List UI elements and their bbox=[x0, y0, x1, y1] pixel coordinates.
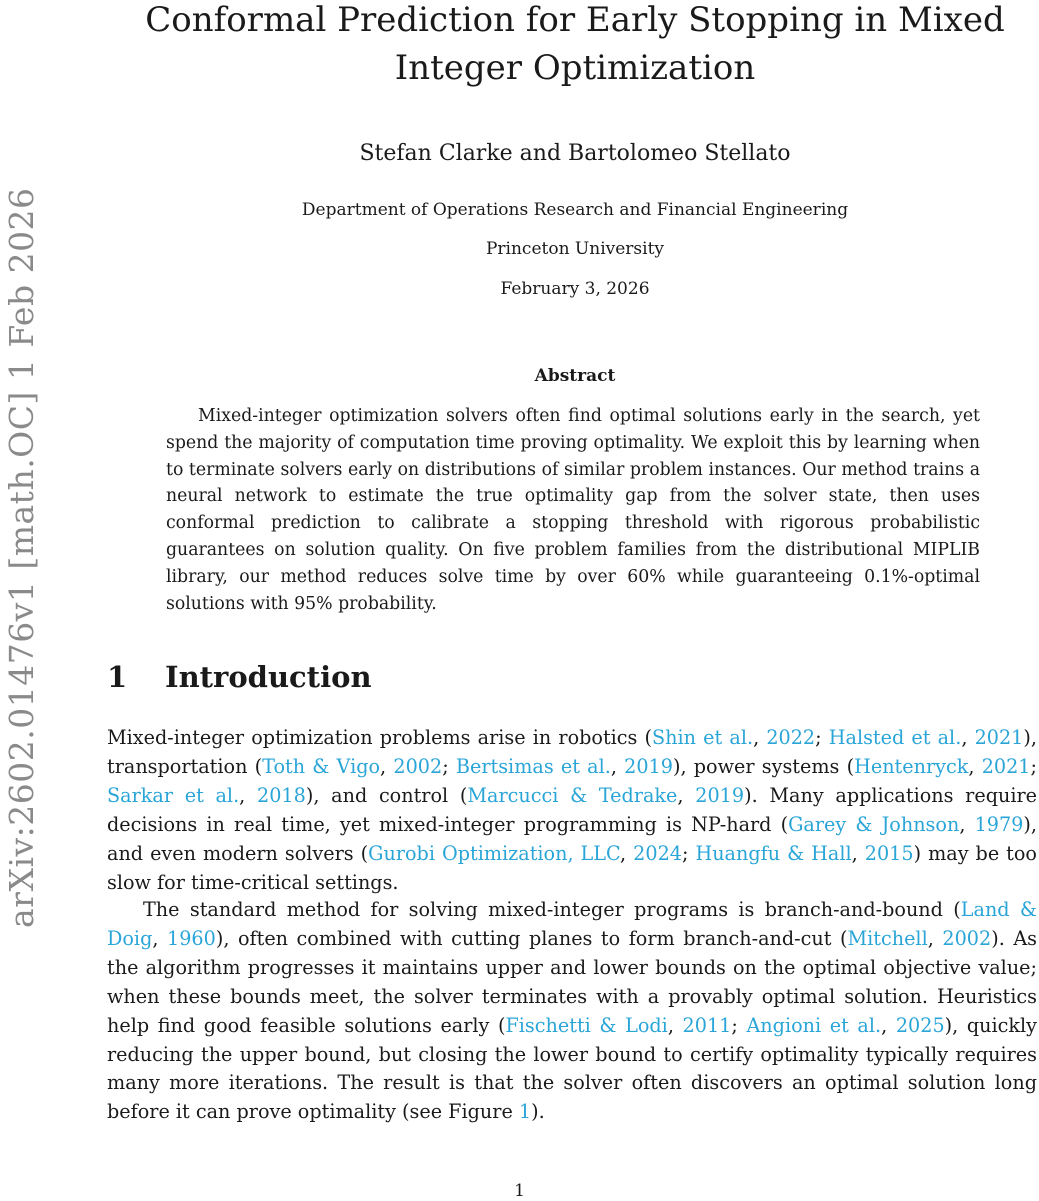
citation-link[interactable]: Sarkar et al. bbox=[107, 783, 240, 807]
body-text: ; bbox=[1030, 754, 1037, 778]
section-title: Introduction bbox=[165, 660, 372, 694]
citation-link[interactable]: Gurobi Optimization, LLC bbox=[368, 841, 621, 865]
body-text: ). Many applications require decisions in real time, yet mixed-integer programming is NP-hard ( bbox=[107, 783, 1038, 836]
citation-link[interactable]: Land & Doig bbox=[107, 898, 1037, 950]
body-text: ), transportation ( bbox=[107, 726, 1037, 778]
body-text: , bbox=[968, 754, 982, 778]
affiliation-university: Princeton University bbox=[485, 239, 665, 259]
body-text: , bbox=[753, 726, 767, 749]
citation-link[interactable]: 2021 bbox=[981, 754, 1031, 778]
body-text: , bbox=[881, 1013, 896, 1037]
body-text: , bbox=[152, 926, 167, 950]
body-text: , bbox=[667, 1013, 683, 1037]
paper-title bbox=[140, 0, 1010, 92]
page-number: 1 bbox=[514, 1181, 525, 1201]
citation-link[interactable]: Toth & Vigo bbox=[262, 754, 381, 778]
body-text: , bbox=[610, 754, 625, 778]
body-text: ). bbox=[531, 1100, 545, 1124]
body-text: ), power systems ( bbox=[672, 754, 855, 778]
citation-link[interactable]: 1979 bbox=[974, 812, 1024, 836]
title-line-1: Conformal Prediction for Early Stopping in Mixed bbox=[145, 0, 1005, 40]
citation-link[interactable]: 2018 bbox=[257, 783, 306, 807]
citation-link[interactable]: 2011 bbox=[682, 1013, 732, 1037]
citation-link[interactable]: Huangfu & Hall bbox=[695, 841, 852, 865]
body-text: , bbox=[959, 812, 975, 836]
body-text: ). As the algorithm progresses it maintains upper and lower bounds on the optimal objective value; when these bounds meet, the solver terminates with a provably optimal solution. Heuristics help find good feasible solutions early ( bbox=[107, 926, 1038, 1037]
body-text: ), often combined with cutting planes to form branch-and-cut ( bbox=[215, 926, 848, 950]
body-text: , bbox=[620, 841, 634, 865]
body-text: The standard method for solving mixed-integer programs is branch-and-bound ( bbox=[143, 898, 961, 921]
citation-link[interactable]: 2002 bbox=[942, 926, 992, 950]
citation-link[interactable]: Bertsimas et al. bbox=[455, 754, 611, 778]
intro-paragraph-1 bbox=[107, 724, 1037, 897]
body-text: , bbox=[380, 754, 394, 778]
section-heading bbox=[107, 660, 372, 694]
citation-link[interactable]: Fischetti & Lodi bbox=[505, 1013, 668, 1037]
affiliation-department: Department of Operations Research and Financial Engineering bbox=[301, 200, 849, 220]
citation-link[interactable]: Marcucci & Tedrake bbox=[467, 783, 678, 807]
citation-link[interactable]: Halsted et al. bbox=[828, 726, 962, 749]
citation-link[interactable]: 1960 bbox=[167, 926, 216, 950]
paper-date: February 3, 2026 bbox=[500, 279, 650, 299]
arxiv-side-label: arXiv:2602.01476v1 [math.OC] 1 Feb 2026 bbox=[2, 187, 41, 928]
section-number: 1 bbox=[107, 660, 128, 694]
title-line-2: Integer Optimization bbox=[394, 48, 756, 88]
intro-paragraph-2 bbox=[107, 896, 1037, 1127]
abstract-heading: Abstract bbox=[534, 366, 616, 386]
body-text: ; bbox=[815, 726, 829, 749]
citation-link[interactable]: Mitchell bbox=[847, 926, 928, 950]
citation-link[interactable]: 2019 bbox=[695, 783, 745, 807]
citation-link[interactable]: Garey & Johnson bbox=[788, 812, 960, 836]
body-text: ; bbox=[442, 754, 456, 778]
citation-link[interactable]: 2002 bbox=[393, 754, 443, 778]
body-text: ), and control ( bbox=[305, 783, 468, 807]
citation-link[interactable]: 2025 bbox=[895, 1013, 945, 1037]
body-text: ; bbox=[731, 1013, 747, 1037]
authors: Stefan Clarke and Bartolomeo Stellato bbox=[359, 141, 791, 166]
body-text: , bbox=[961, 726, 975, 749]
citation-link[interactable]: 2022 bbox=[766, 726, 816, 749]
body-text: ), and even modern solvers ( bbox=[107, 812, 1037, 865]
citation-link[interactable]: Hentenryck bbox=[854, 754, 969, 778]
body-text: , bbox=[927, 926, 943, 950]
body-text: Mixed-integer optimization problems arise in robotics ( bbox=[107, 726, 653, 749]
citation-link[interactable]: Angioni et al. bbox=[746, 1013, 882, 1037]
body-text: , bbox=[677, 783, 696, 807]
citation-link[interactable]: 2024 bbox=[633, 841, 682, 865]
citation-link[interactable]: 2021 bbox=[974, 726, 1024, 749]
body-text: ; bbox=[682, 841, 696, 865]
abstract-text: Mixed-integer optimization solvers often find optimal solutions early in the search, yet spend the majority of computation time proving optimality. We exploit this by learning when to terminate solvers early on distributions of similar problem instances. Our method trains a neural network to estimate the true optimality gap from the solver state, then uses conformal prediction to calibrate a stopping threshold with rigorous probabilistic guarantees on solution quality. On five problem families from the distributional MIPLIB library, our method reduces solve time by over 60% while guaranteeing 0.1%-optimal solutions with 95% probability. bbox=[166, 406, 980, 614]
body-text: , bbox=[239, 783, 257, 807]
citation-link[interactable]: Shin et al. bbox=[652, 726, 754, 749]
body-text: , bbox=[851, 841, 865, 865]
body-text: ) may be too slow for time-critical settings. bbox=[107, 841, 1037, 894]
body-text: ), quickly reducing the upper bound, but closing the lower bound to certify optimality typically requires many more iterations. The result is that the solver often discovers an optimal solution long before it can prove optimality (see Figure bbox=[107, 1013, 1037, 1124]
citation-link[interactable]: 2015 bbox=[864, 841, 914, 865]
citation-link[interactable]: 2019 bbox=[624, 754, 673, 778]
citation-link[interactable]: 1 bbox=[518, 1100, 532, 1124]
